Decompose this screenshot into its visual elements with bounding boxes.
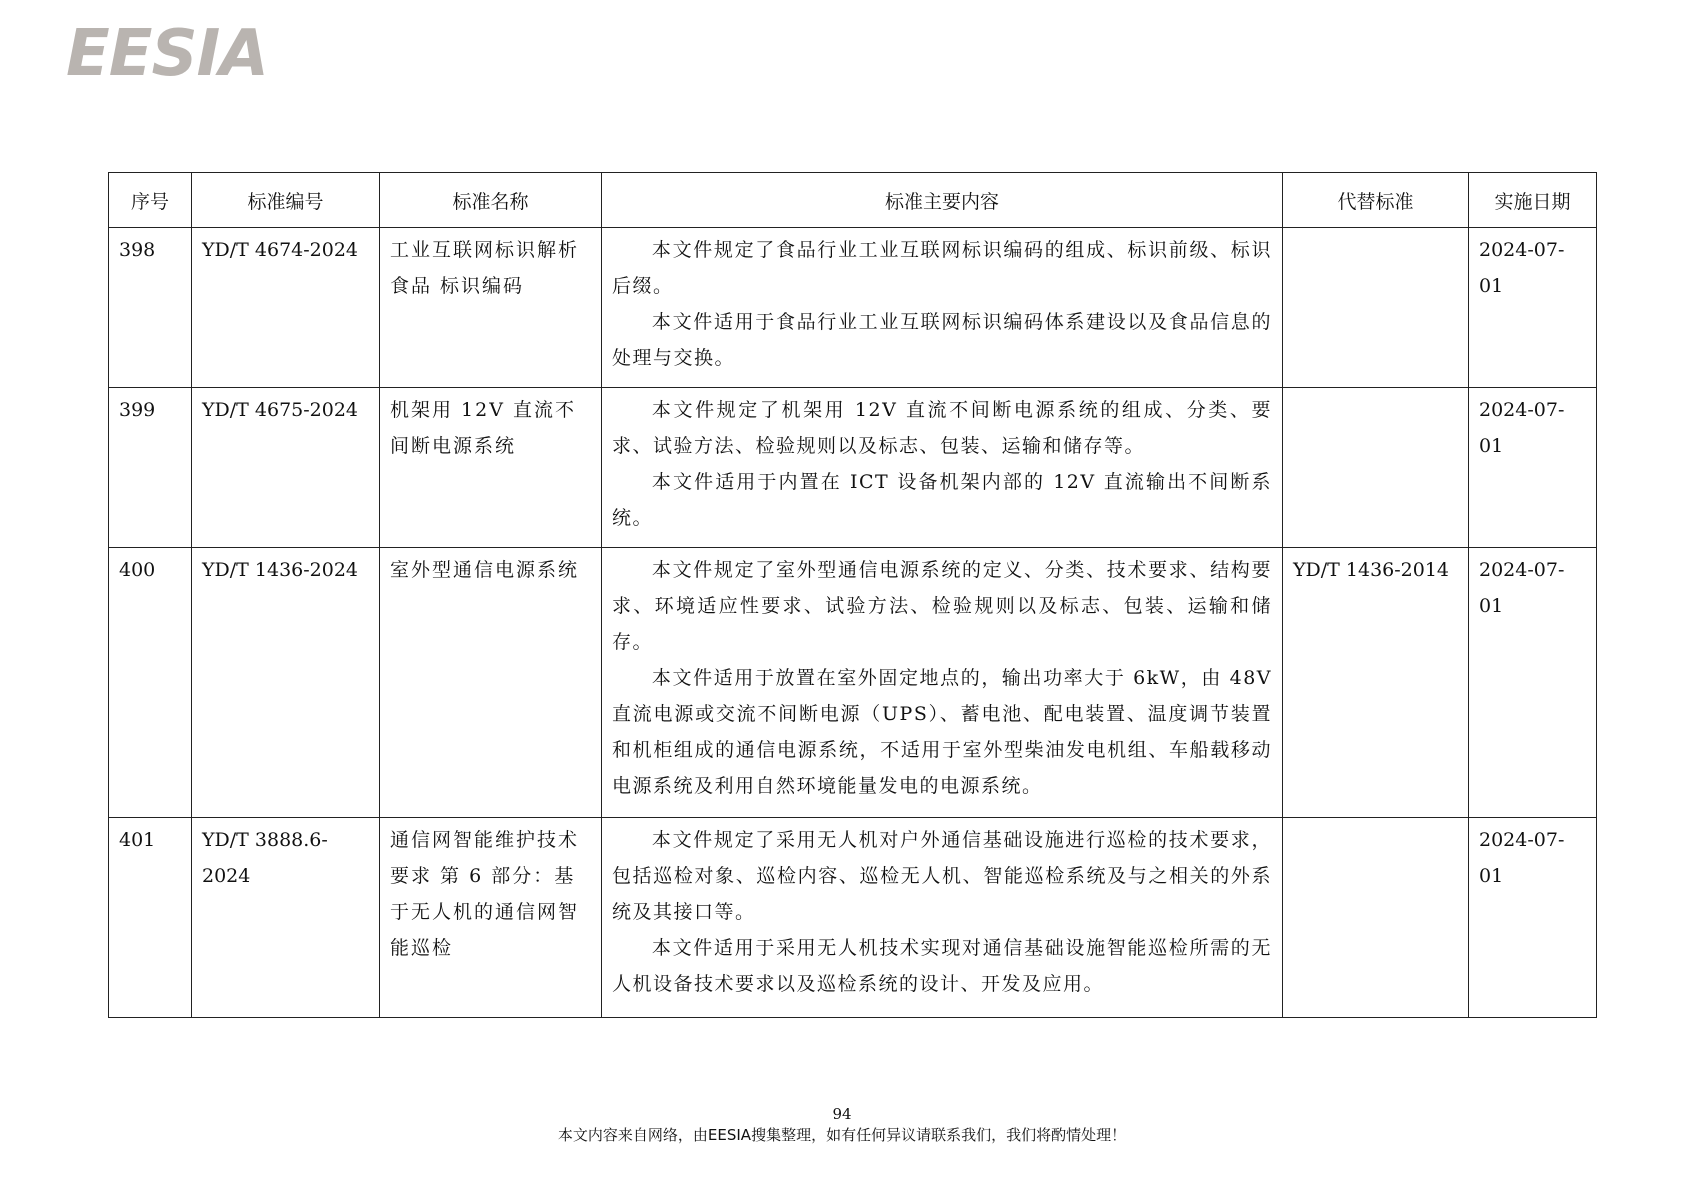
- row-date: 2024-07-01: [1469, 818, 1597, 1018]
- row-replaces: [1283, 388, 1469, 548]
- row-code: YD/T 1436-2024: [192, 548, 380, 818]
- content-paragraph: 本文件规定了食品行业工业互联网标识编码的组成、标识前级、标识后缀。: [612, 239, 1272, 297]
- row-date: 2024-07-01: [1469, 548, 1597, 818]
- footer-disclaimer: 本文内容来自网络，由EESIA搜集整理，如有任何异议请联系我们，我们将酌情处理！: [557, 1126, 1127, 1144]
- content-paragraph: 本文件规定了室外型通信电源系统的定义、分类、技术要求、结构要求、环境适应性要求、试验方法、检验规则以及标志、包装、运输和储存。: [612, 559, 1272, 653]
- content-paragraph: 本文件适用于内置在 ICT 设备机架内部的 12V 直流输出不间断系统。: [612, 471, 1272, 529]
- row-serial: 399: [109, 388, 192, 548]
- standards-table: [108, 172, 1597, 1018]
- table-row: [109, 228, 1597, 388]
- header-replaces: 代替标准: [1283, 173, 1469, 228]
- row-replaces: [1283, 818, 1469, 1018]
- row-name: 工业互联网标识解析 食品 标识编码: [380, 228, 602, 388]
- row-serial: 401: [109, 818, 192, 1018]
- row-name: 机架用 12V 直流不间断电源系统: [380, 388, 602, 548]
- row-content: [602, 228, 1283, 388]
- page-number: 94: [832, 1105, 852, 1123]
- row-date: 2024-07-01: [1469, 228, 1597, 388]
- table-row: [109, 818, 1597, 1018]
- table-row: [109, 388, 1597, 548]
- content-paragraph: 本文件适用于放置在室外固定地点的，输出功率大于 6kW，由 48V 直流电源或交流不间断电源（UPS）、蓄电池、配电装置、温度调节装置和机柜组成的通信电源系统，不适用于室外型柴油发电机组、车船载移动电源系统及利用自然环境能量发电的电源系统。: [612, 667, 1272, 797]
- content-paragraph: 本文件适用于食品行业工业互联网标识编码体系建设以及食品信息的处理与交换。: [612, 311, 1272, 369]
- row-code: YD/T 3888.6-2024: [192, 818, 380, 1018]
- row-replaces: [1283, 228, 1469, 388]
- row-serial: 400: [109, 548, 192, 818]
- header-date: 实施日期: [1469, 173, 1597, 228]
- table-header-row: [109, 173, 1597, 228]
- header-content: 标准主要内容: [602, 173, 1283, 228]
- table-row: [109, 548, 1597, 818]
- header-code: 标准编号: [192, 173, 380, 228]
- row-name: 通信网智能维护技术要求 第 6 部分：基于无人机的通信网智能巡检: [380, 818, 602, 1018]
- header-serial: 序号: [109, 173, 192, 228]
- row-serial: 398: [109, 228, 192, 388]
- row-content: [602, 388, 1283, 548]
- content-paragraph: 本文件规定了机架用 12V 直流不间断电源系统的组成、分类、要求、试验方法、检验规则以及标志、包装、运输和储存等。: [612, 399, 1272, 457]
- row-code: YD/T 4674-2024: [192, 228, 380, 388]
- content-paragraph: 本文件规定了采用无人机对户外通信基础设施进行巡检的技术要求，包括巡检对象、巡检内容、巡检无人机、智能巡检系统及与之相关的外系统及其接口等。: [612, 829, 1272, 923]
- row-content: [602, 548, 1283, 818]
- row-replaces: YD/T 1436-2014: [1283, 548, 1469, 818]
- row-date: 2024-07-01: [1469, 388, 1597, 548]
- eesia-logo: EESIA: [66, 17, 268, 91]
- row-code: YD/T 4675-2024: [192, 388, 380, 548]
- header-name: 标准名称: [380, 173, 602, 228]
- content-paragraph: 本文件适用于采用无人机技术实现对通信基础设施智能巡检所需的无人机设备技术要求以及巡检系统的设计、开发及应用。: [612, 937, 1272, 995]
- row-name: 室外型通信电源系统: [380, 548, 602, 818]
- row-content: [602, 818, 1283, 1018]
